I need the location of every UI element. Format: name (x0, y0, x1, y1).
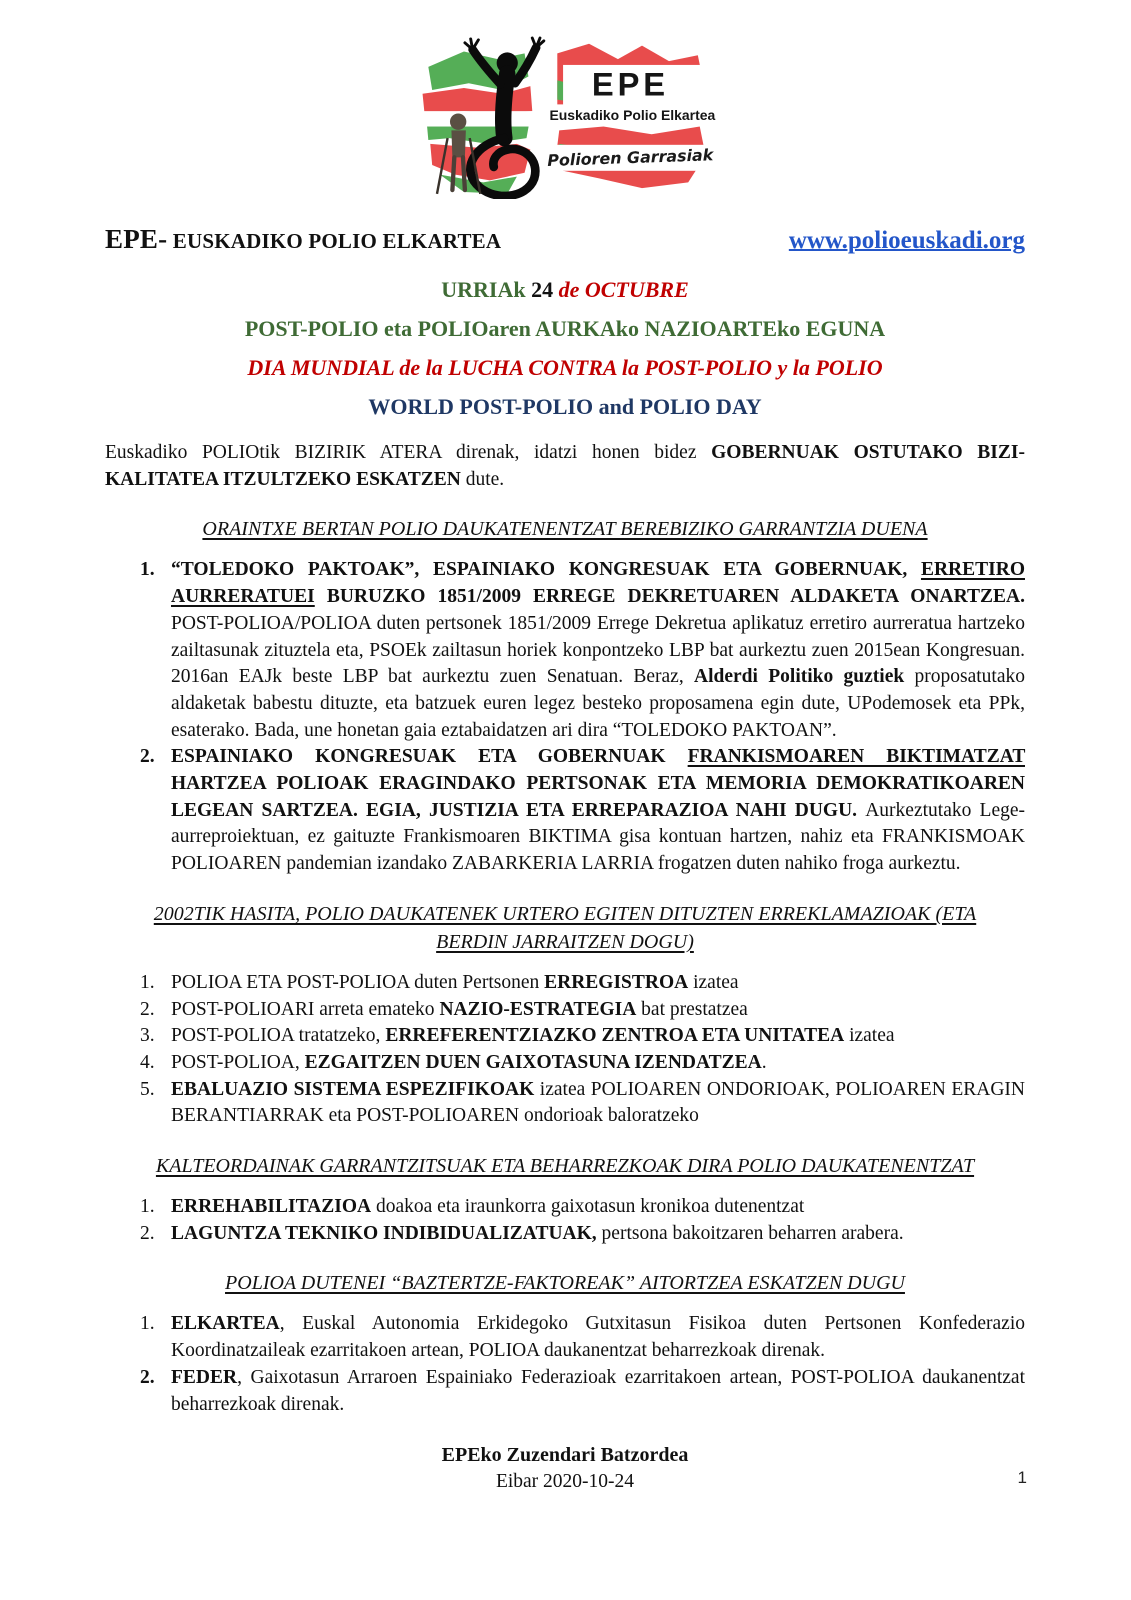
list-item (105, 1050, 1025, 1077)
org-title (105, 224, 501, 255)
item-number: 4. (140, 1051, 155, 1073)
item-text: EBALUAZIO SISTEMA ESPEZIFIKOAK izatea POLIOAREN ONDORIOAK, POLIOAREN ERAGIN BERANTIARRAK eta POST-POLIOAREN ondorioak baloratzeko (171, 1078, 1026, 1127)
item-number: 5. (140, 1078, 155, 1100)
title-date-spanish: de OCTUBRE (558, 277, 689, 302)
item-text: LAGUNTZA TEKNIKO INDIBIDUALIZATUAK, pertsona bakoitzaren beharren arabera. (171, 1222, 904, 1244)
item-number: 2. (140, 1222, 155, 1244)
title-english: WORLD POST-POLIO and POLIO DAY (368, 394, 762, 419)
section2-list (105, 970, 1025, 1130)
list-item (105, 557, 1025, 744)
document-footer (105, 1444, 1025, 1493)
item-text: “TOLEDOKO PAKTOAK”, ESPAINIAKO KONGRESUAK ETA GOBERNUAK, ERRETIRO AURRERATUEI BURUZKO 1851/2009 ERREGE DEKRETUAREN ALDAKETA ONARTZEA. POST-POLIOA/POLIOA duten pertsonek 1851/2009 Errege Dekretua aplikatuz erretiro aurreratua hartzeko zailtasunak zituztela eta, PSOEk zailtasun horiek konpontzeko LBP bat aurkeztu zuen 2015ean Kongresuan. 2016an EAJk beste LBP bat aurkeztu zuen Senatuan. Beraz, Alderdi Politiko guztiek proposatutako aldaketak babestu dituzte, eta batzuek euren legez besteko proposamena egin dute, UPodemosek eta PPk, esaterako. Bada, une honetan gaia eztabaidatzen ari dira “TOLEDOKO PAKTOAN”. (171, 559, 1025, 741)
org-title-prefix: EPE- (105, 224, 168, 254)
section1-list (105, 557, 1025, 877)
item-text: ERREHABILITAZIOA doakoa eta iraunkorra gaixotasun kronikoa dutenentzat (171, 1196, 805, 1218)
item-number: 3. (140, 1025, 155, 1047)
intro-text-2: dute. (460, 468, 505, 490)
epe-logo (411, 30, 719, 204)
list-item (105, 997, 1025, 1024)
title-block (105, 277, 1025, 420)
list-item (105, 1023, 1025, 1050)
list-item (105, 1221, 1025, 1248)
section2-heading: 2002TIK HASITA, POLIO DAUKATENEK URTERO EGITEN DITUZTEN ERREKLAMAZIOAK (ETA BERDIN JARRAITZEN DOGU) (153, 902, 977, 953)
document-header (105, 224, 1025, 255)
title-spanish: DIA MUNDIAL de la LUCHA CONTRA la POST-POLIO y la POLIO (247, 355, 883, 380)
title-basque: POST-POLIO eta POLIOaren AURKAko NAZIOARTEko EGUNA (244, 316, 886, 341)
item-number: 2. (140, 998, 155, 1020)
item-text: ESPAINIAKO KONGRESUAK ETA GOBERNUAK FRANKISMOAREN BIKTIMATZAT HARTZEA POLIOAK ERAGINDAKO PERTSONAK ETA MEMORIA DEMOKRATIKOAREN LEGEAN SARTZEA. EGIA, JUSTIZIA ETA ERREPARAZIOA NAHI DUGU. Aurkeztutako Lege-aurreproiektuan, ez gaituzte Frankismoaren BIKTIMA gisa kontuan hartzen, nahiz eta FRANKISMOAK POLIOAREN pandemian izandako ZABARKERIA LARRIA frogatzen duten nahiko froga aurkeztu. (171, 746, 1026, 875)
item-number: 2. (140, 1366, 155, 1388)
item-number: 1. (140, 1313, 155, 1335)
list-item (105, 1365, 1025, 1418)
org-title-rest: EUSKADIKO POLIO ELKARTEA (167, 229, 502, 253)
item-text: ELKARTEA, Euskal Autonomia Erkidegoko Gutxitasun Fisikoa duten Pertsonen Konfederazio Koordinatzaileak ezarritakoen artean, POLIOA daukanentzat beharrezkoak direnak. (171, 1313, 1025, 1362)
list-item (105, 1311, 1025, 1364)
item-number: 2. (140, 746, 155, 768)
website-link[interactable]: www.polioeuskadi.org (788, 227, 1025, 254)
title-date-number: 24 (531, 277, 559, 302)
item-number: 1. (140, 1196, 155, 1218)
item-text: POLIOA ETA POST-POLIOA duten Pertsonen ERREGISTROA izatea (171, 971, 739, 993)
section4-list (105, 1311, 1025, 1418)
list-item (105, 970, 1025, 997)
intro-paragraph (105, 440, 1025, 493)
section4-heading: POLIOA DUTENEI “BAZTERTZE-FAKTOREAK” AITORTZEA ESKATZEN DUGU (225, 1272, 905, 1295)
item-text: FEDER, Gaixotasun Arraroen Espainiako Federazioak ezarritakoen artean, POST-POLIOA daukanentzat beharrezkoak direnak. (171, 1366, 1025, 1415)
page-number: 1 (1017, 1468, 1027, 1487)
list-item (105, 744, 1025, 878)
section1-heading: ORAINTXE BERTAN POLIO DAUKATENENTZAT BEREBIZIKO GARRANTZIA DUENA (202, 518, 928, 541)
epe-logo-image (411, 30, 719, 199)
intro-text-1: Euskadiko POLIOtik BIZIRIK ATERA direnak, idatzi honen bidez (105, 442, 712, 463)
logo-epe-text: EPE (591, 65, 669, 103)
item-text: POST-POLIOA tratatzeko, ERREFERENTZIAZKO ZENTROA ETA UNITATEA izatea (171, 1025, 895, 1047)
item-number: 1. (140, 971, 155, 993)
item-text: POST-POLIOA, EZGAITZEN DUEN GAIXOTASUNA IZENDATZEA. (171, 1051, 767, 1073)
list-item (105, 1077, 1025, 1130)
logo-org-text: Euskadiko Polio Elkartea (549, 106, 716, 123)
section3-list (105, 1194, 1025, 1247)
intro-text-bold: GOBERNUAK OSTUTAKO BIZI-KALITATEA ITZULTZEKO ESKATZEN (105, 442, 1025, 490)
logo-tagline-text: Polioren Garrasiak (546, 145, 714, 171)
list-item (105, 1194, 1025, 1221)
title-date-basque: URRIAk (441, 277, 532, 302)
item-number: 1. (140, 559, 155, 581)
signature: EPEko Zuzendari Batzordea (441, 1444, 689, 1467)
place-date: Eibar 2020-10-24 (495, 1471, 635, 1493)
section3-heading: KALTEORDAINAK GARRANTZITSUAK ETA BEHARREZKOAK DIRA POLIO DAUKATENENTZAT (155, 1155, 975, 1178)
title-date-line (105, 277, 1025, 303)
item-text: POST-POLIOARI arreta emateko NAZIO-ESTRATEGIA bat prestatzea (171, 998, 748, 1020)
